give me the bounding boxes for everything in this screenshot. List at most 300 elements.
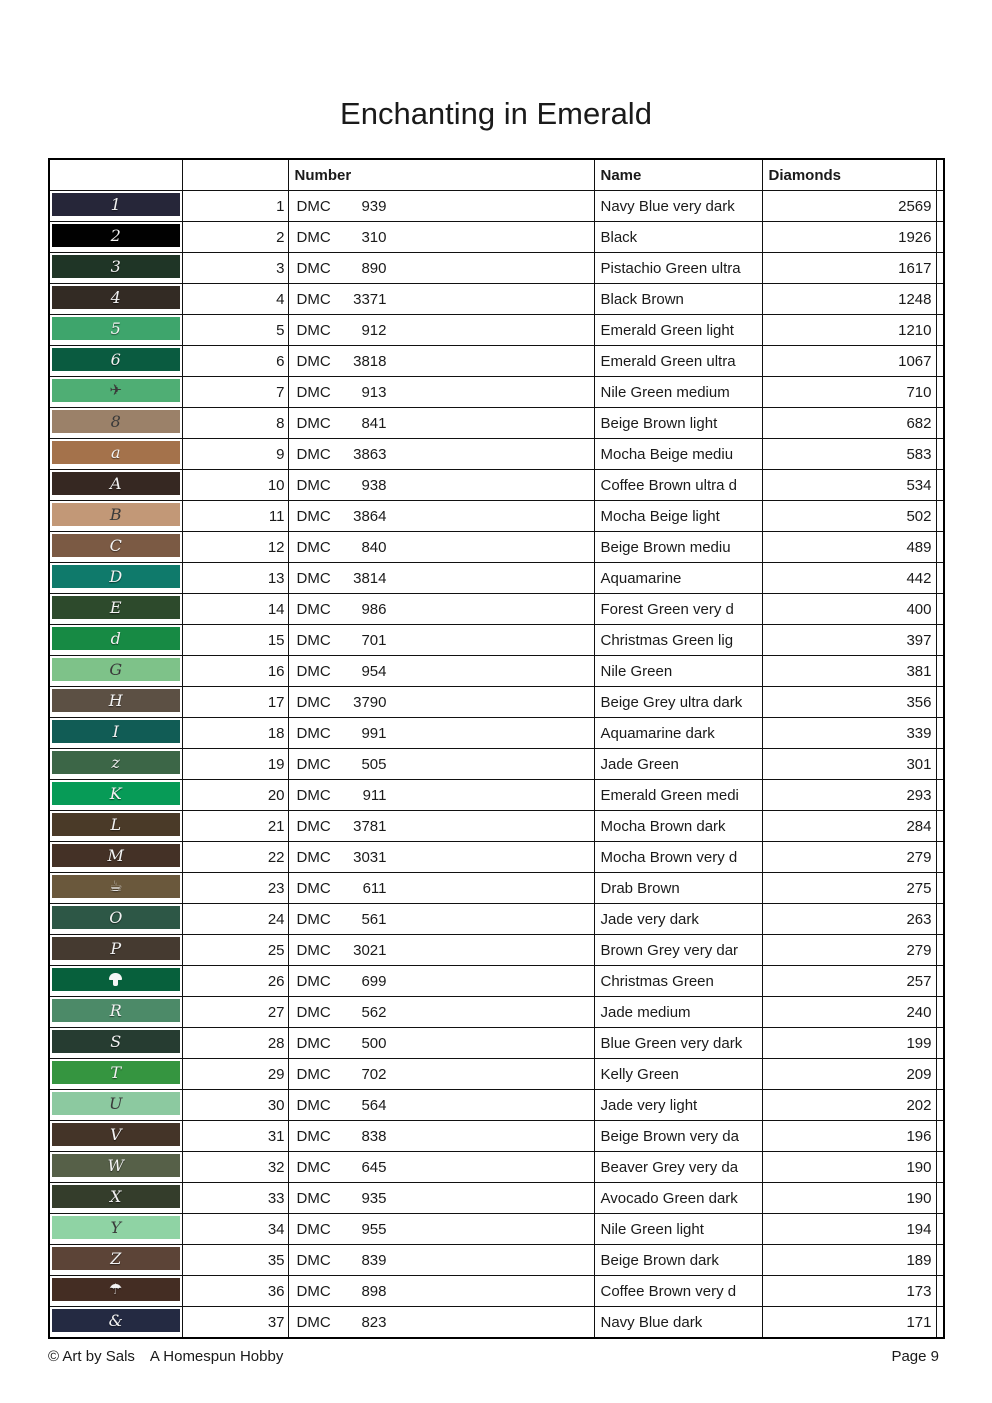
swatch-cell xyxy=(49,718,182,749)
row-index-cell: 13 xyxy=(182,563,288,594)
spacer-cell xyxy=(936,253,944,284)
spacer-cell xyxy=(936,1152,944,1183)
color-name-cell: Beige Brown very da xyxy=(594,1121,762,1152)
spacer-cell xyxy=(936,904,944,935)
color-swatch xyxy=(52,596,180,619)
color-swatch xyxy=(52,224,180,247)
symbol-glyph: V xyxy=(109,1124,122,1144)
color-name-cell: Aquamarine dark xyxy=(594,718,762,749)
dmc-code: 699 xyxy=(361,972,387,990)
swatch-cell xyxy=(49,625,182,656)
dmc-code: 3371 xyxy=(353,290,387,308)
table-row xyxy=(49,749,944,780)
spacer-cell xyxy=(936,656,944,687)
symbol-glyph: d xyxy=(110,628,121,648)
dmc-code: 938 xyxy=(361,476,387,494)
color-swatch xyxy=(52,317,180,340)
header-index xyxy=(182,159,288,191)
spacer-cell xyxy=(936,718,944,749)
table-row xyxy=(49,656,944,687)
diamond-count-cell: 263 xyxy=(762,904,936,935)
spacer-cell xyxy=(936,1121,944,1152)
symbol-glyph: U xyxy=(109,1093,123,1113)
color-name-cell: Forest Green very d xyxy=(594,594,762,625)
table-row xyxy=(49,346,944,377)
brand-label: DMC xyxy=(296,817,331,835)
dmc-code-cell xyxy=(288,1152,594,1183)
brand-label: DMC xyxy=(296,228,331,246)
dmc-code: 955 xyxy=(361,1220,387,1238)
swatch-cell xyxy=(49,1152,182,1183)
spacer-cell xyxy=(936,1028,944,1059)
brand-label: DMC xyxy=(296,538,331,556)
diamond-count-cell: 196 xyxy=(762,1121,936,1152)
diamond-count-cell: 194 xyxy=(762,1214,936,1245)
table-row xyxy=(49,873,944,904)
brand-label: DMC xyxy=(296,507,331,525)
color-name-cell: Mocha Beige light xyxy=(594,501,762,532)
coffee-cup-icon: ☕ xyxy=(109,877,123,895)
dmc-code: 823 xyxy=(361,1313,387,1331)
dmc-code-cell xyxy=(288,1121,594,1152)
swatch-cell xyxy=(49,656,182,687)
color-name-cell: Mocha Brown very d xyxy=(594,842,762,873)
dmc-code-cell xyxy=(288,377,594,408)
symbol-glyph: M xyxy=(107,845,124,865)
diamond-count-cell: 1617 xyxy=(762,253,936,284)
dmc-code-cell xyxy=(288,1059,594,1090)
dmc-code: 3864 xyxy=(353,507,387,525)
brand-label: DMC xyxy=(296,383,331,401)
diamond-count-cell: 2569 xyxy=(762,191,936,222)
color-swatch xyxy=(52,968,180,991)
symbol-glyph: 1 xyxy=(110,194,121,214)
diamond-count-cell: 199 xyxy=(762,1028,936,1059)
dmc-code: 505 xyxy=(361,755,387,773)
color-swatch xyxy=(52,410,180,433)
dmc-code: 986 xyxy=(361,600,387,618)
brand-label: DMC xyxy=(296,1096,331,1114)
dmc-code: 310 xyxy=(361,228,387,246)
symbol-glyph: 6 xyxy=(110,349,121,369)
color-swatch xyxy=(52,751,180,774)
row-index-cell: 5 xyxy=(182,315,288,346)
swatch-cell xyxy=(49,811,182,842)
row-index-cell: 8 xyxy=(182,408,288,439)
row-index-cell: 29 xyxy=(182,1059,288,1090)
spacer-cell xyxy=(936,315,944,346)
table-row xyxy=(49,1090,944,1121)
color-name-cell: Nile Green medium xyxy=(594,377,762,408)
table-row xyxy=(49,191,944,222)
dmc-code: 3031 xyxy=(353,848,387,866)
dmc-code-cell xyxy=(288,935,594,966)
swatch-cell xyxy=(49,1183,182,1214)
diamond-count-cell: 442 xyxy=(762,563,936,594)
diamond-count-cell: 257 xyxy=(762,966,936,997)
dmc-code-cell xyxy=(288,718,594,749)
dmc-code-cell xyxy=(288,191,594,222)
diamond-count-cell: 534 xyxy=(762,470,936,501)
color-swatch xyxy=(52,441,180,464)
spacer-cell xyxy=(936,594,944,625)
symbol-glyph: X xyxy=(110,1186,122,1206)
symbol-glyph: & xyxy=(108,1310,123,1330)
color-name-cell: Jade Green xyxy=(594,749,762,780)
color-name-cell: Aquamarine xyxy=(594,563,762,594)
table-row xyxy=(49,780,944,811)
brand-label: DMC xyxy=(296,1158,331,1176)
color-swatch xyxy=(52,1123,180,1146)
spacer-cell xyxy=(936,563,944,594)
table-row xyxy=(49,1121,944,1152)
table-row xyxy=(49,501,944,532)
brand-label: DMC xyxy=(296,1313,331,1331)
row-index-cell: 25 xyxy=(182,935,288,966)
table-row xyxy=(49,1214,944,1245)
swatch-cell xyxy=(49,904,182,935)
brand-text: A Homespun Hobby xyxy=(149,1348,284,1365)
spacer-cell xyxy=(936,1307,944,1339)
spacer-cell xyxy=(936,811,944,842)
table-row xyxy=(49,1245,944,1276)
brand-label: DMC xyxy=(296,1034,331,1052)
diamond-count-cell: 275 xyxy=(762,873,936,904)
dmc-code-cell xyxy=(288,501,594,532)
symbol-glyph: L xyxy=(110,814,122,834)
swatch-cell xyxy=(49,780,182,811)
table-row xyxy=(49,315,944,346)
symbol-glyph: Z xyxy=(110,1248,122,1268)
row-index-cell: 37 xyxy=(182,1307,288,1339)
color-swatch xyxy=(52,1092,180,1115)
brand-label: DMC xyxy=(296,445,331,463)
header-diamonds: Diamonds xyxy=(762,159,936,191)
color-swatch xyxy=(52,503,180,526)
row-index-cell: 21 xyxy=(182,811,288,842)
dmc-code: 838 xyxy=(361,1127,387,1145)
table-row xyxy=(49,718,944,749)
diamond-count-cell: 189 xyxy=(762,1245,936,1276)
dmc-code-cell xyxy=(288,594,594,625)
color-name-cell: Coffee Brown ultra d xyxy=(594,470,762,501)
diamond-count-cell: 284 xyxy=(762,811,936,842)
spacer-cell xyxy=(936,873,944,904)
spacer-cell xyxy=(936,1214,944,1245)
brand-label: DMC xyxy=(296,724,331,742)
dmc-code-cell xyxy=(288,222,594,253)
symbol-glyph: D xyxy=(109,566,123,586)
dmc-code-cell xyxy=(288,749,594,780)
dmc-code: 562 xyxy=(361,1003,387,1021)
dmc-code: 3863 xyxy=(353,445,387,463)
spacer-cell xyxy=(936,842,944,873)
swatch-cell xyxy=(49,470,182,501)
color-name-cell: Christmas Green xyxy=(594,966,762,997)
diamond-count-cell: 397 xyxy=(762,625,936,656)
row-index-cell: 14 xyxy=(182,594,288,625)
symbol-glyph: 4 xyxy=(110,287,121,307)
swatch-cell xyxy=(49,997,182,1028)
diamond-count-cell: 240 xyxy=(762,997,936,1028)
dmc-code: 500 xyxy=(361,1034,387,1052)
row-index-cell: 12 xyxy=(182,532,288,563)
brand-label: DMC xyxy=(296,569,331,587)
swatch-cell xyxy=(49,346,182,377)
dmc-code: 913 xyxy=(361,383,387,401)
table-row xyxy=(49,284,944,315)
row-index-cell: 34 xyxy=(182,1214,288,1245)
row-index-cell: 11 xyxy=(182,501,288,532)
row-index-cell: 33 xyxy=(182,1183,288,1214)
dmc-code-cell xyxy=(288,315,594,346)
swatch-cell xyxy=(49,966,182,997)
color-name-cell: Pistachio Green ultra xyxy=(594,253,762,284)
color-name-cell: Brown Grey very dar xyxy=(594,935,762,966)
color-swatch xyxy=(52,906,180,929)
header-symbol xyxy=(49,159,182,191)
brand-label: DMC xyxy=(296,631,331,649)
swatch-cell xyxy=(49,873,182,904)
symbol-glyph: G xyxy=(109,659,123,679)
header-number: Number xyxy=(288,159,594,191)
mushroom-icon xyxy=(109,973,122,986)
row-index-cell: 10 xyxy=(182,470,288,501)
diamond-count-cell: 502 xyxy=(762,501,936,532)
dmc-code: 611 xyxy=(362,879,387,897)
diamond-count-cell: 173 xyxy=(762,1276,936,1307)
symbol-glyph: W xyxy=(107,1155,124,1175)
color-swatch xyxy=(52,1030,180,1053)
symbol-glyph: a xyxy=(110,442,121,462)
diamond-count-cell: 1210 xyxy=(762,315,936,346)
spacer-cell xyxy=(936,687,944,718)
table-row xyxy=(49,594,944,625)
table-row xyxy=(49,811,944,842)
dmc-code-cell xyxy=(288,966,594,997)
swatch-cell xyxy=(49,749,182,780)
symbol-glyph: z xyxy=(111,752,120,772)
symbol-glyph: T xyxy=(110,1062,122,1082)
table-row xyxy=(49,1152,944,1183)
brand-label: DMC xyxy=(296,972,331,990)
table-row xyxy=(49,935,944,966)
color-swatch xyxy=(52,844,180,867)
row-index-cell: 22 xyxy=(182,842,288,873)
color-swatch xyxy=(52,1154,180,1177)
swatch-cell xyxy=(49,222,182,253)
color-swatch xyxy=(52,999,180,1022)
symbol-glyph: C xyxy=(109,535,122,555)
table-row xyxy=(49,532,944,563)
dmc-code-cell xyxy=(288,1307,594,1339)
color-name-cell: Nile Green light xyxy=(594,1214,762,1245)
table-row xyxy=(49,470,944,501)
brand-label: DMC xyxy=(296,755,331,773)
dmc-code: 3781 xyxy=(353,817,387,835)
brand-label: DMC xyxy=(296,321,331,339)
swatch-cell xyxy=(49,687,182,718)
dmc-code: 701 xyxy=(361,631,387,649)
symbol-glyph: H xyxy=(108,690,123,710)
diamond-count-cell: 682 xyxy=(762,408,936,439)
color-name-cell: Navy Blue very dark xyxy=(594,191,762,222)
color-name-cell: Black Brown xyxy=(594,284,762,315)
brand-label: DMC xyxy=(296,1220,331,1238)
brand-label: DMC xyxy=(296,879,331,897)
brand-label: DMC xyxy=(296,910,331,928)
table-row xyxy=(49,1307,944,1339)
row-index-cell: 7 xyxy=(182,377,288,408)
diamond-count-cell: 301 xyxy=(762,749,936,780)
color-swatch xyxy=(52,255,180,278)
row-index-cell: 1 xyxy=(182,191,288,222)
spacer-cell xyxy=(936,1090,944,1121)
color-swatch xyxy=(52,534,180,557)
brand-label: DMC xyxy=(296,662,331,680)
symbol-glyph: P xyxy=(110,938,122,958)
swatch-cell xyxy=(49,1059,182,1090)
spacer-cell xyxy=(936,966,944,997)
brand-label: DMC xyxy=(296,259,331,277)
color-swatch xyxy=(52,782,180,805)
spacer-cell xyxy=(936,222,944,253)
dmc-code: 645 xyxy=(361,1158,387,1176)
dmc-code-cell xyxy=(288,284,594,315)
dmc-code: 3021 xyxy=(353,941,387,959)
row-index-cell: 32 xyxy=(182,1152,288,1183)
table-row xyxy=(49,904,944,935)
diamond-count-cell: 583 xyxy=(762,439,936,470)
dmc-code-cell xyxy=(288,253,594,284)
color-name-cell: Beige Brown dark xyxy=(594,1245,762,1276)
color-swatch xyxy=(52,286,180,309)
symbol-glyph: 8 xyxy=(110,411,121,431)
swatch-cell xyxy=(49,377,182,408)
brand-label: DMC xyxy=(296,1065,331,1083)
table-header xyxy=(49,159,944,191)
swatch-cell xyxy=(49,1090,182,1121)
row-index-cell: 26 xyxy=(182,966,288,997)
spacer-cell xyxy=(936,1276,944,1307)
dmc-code-cell xyxy=(288,904,594,935)
diamond-count-cell: 400 xyxy=(762,594,936,625)
spacer-cell xyxy=(936,377,944,408)
symbol-glyph: 3 xyxy=(110,256,121,276)
color-name-cell: Avocado Green dark xyxy=(594,1183,762,1214)
row-index-cell: 23 xyxy=(182,873,288,904)
dmc-code-cell xyxy=(288,625,594,656)
dmc-code: 840 xyxy=(361,538,387,556)
table-row xyxy=(49,253,944,284)
color-legend-table xyxy=(48,158,945,1339)
table-row xyxy=(49,408,944,439)
table-row xyxy=(49,1059,944,1090)
diamond-count-cell: 1067 xyxy=(762,346,936,377)
color-swatch xyxy=(52,1185,180,1208)
dmc-code: 912 xyxy=(361,321,387,339)
dmc-code-cell xyxy=(288,408,594,439)
color-swatch xyxy=(52,193,180,216)
diamond-count-cell: 190 xyxy=(762,1152,936,1183)
dmc-code-cell xyxy=(288,811,594,842)
swatch-cell xyxy=(49,1121,182,1152)
row-index-cell: 24 xyxy=(182,904,288,935)
dmc-code-cell xyxy=(288,1276,594,1307)
dmc-code: 991 xyxy=(361,724,387,742)
symbol-glyph: A xyxy=(109,473,122,493)
row-index-cell: 35 xyxy=(182,1245,288,1276)
row-index-cell: 17 xyxy=(182,687,288,718)
dmc-code: 3818 xyxy=(353,352,387,370)
color-name-cell: Beaver Grey very da xyxy=(594,1152,762,1183)
dmc-code-cell xyxy=(288,687,594,718)
color-swatch xyxy=(52,937,180,960)
color-swatch xyxy=(52,348,180,371)
dmc-code-cell xyxy=(288,780,594,811)
row-index-cell: 9 xyxy=(182,439,288,470)
swatch-cell xyxy=(49,1245,182,1276)
dmc-code: 839 xyxy=(361,1251,387,1269)
color-name-cell: Black xyxy=(594,222,762,253)
symbol-glyph: 5 xyxy=(110,318,121,338)
spacer-cell xyxy=(936,408,944,439)
umbrella-icon: ☂ xyxy=(109,1280,123,1298)
table-row xyxy=(49,1183,944,1214)
color-name-cell: Navy Blue dark xyxy=(594,1307,762,1339)
diamond-count-cell: 489 xyxy=(762,532,936,563)
brand-label: DMC xyxy=(296,290,331,308)
dmc-code: 702 xyxy=(361,1065,387,1083)
brand-label: DMC xyxy=(296,352,331,370)
spacer-cell xyxy=(936,284,944,315)
color-name-cell: Mocha Brown dark xyxy=(594,811,762,842)
brand-label: DMC xyxy=(296,1127,331,1145)
color-name-cell: Nile Green xyxy=(594,656,762,687)
color-name-cell: Jade medium xyxy=(594,997,762,1028)
swatch-cell xyxy=(49,1214,182,1245)
brand-label: DMC xyxy=(296,476,331,494)
row-index-cell: 20 xyxy=(182,780,288,811)
spacer-cell xyxy=(936,532,944,563)
spacer-cell xyxy=(936,439,944,470)
symbol-glyph: S xyxy=(110,1031,122,1051)
color-swatch xyxy=(52,689,180,712)
color-name-cell: Blue Green very dark xyxy=(594,1028,762,1059)
color-swatch xyxy=(52,1247,180,1270)
diamond-count-cell: 190 xyxy=(762,1183,936,1214)
dmc-code-cell xyxy=(288,656,594,687)
symbol-glyph: I xyxy=(112,721,119,741)
page-number: Page 9 xyxy=(891,1348,939,1365)
color-name-cell: Coffee Brown very d xyxy=(594,1276,762,1307)
diamond-count-cell: 1926 xyxy=(762,222,936,253)
table-row xyxy=(49,1276,944,1307)
spacer-cell xyxy=(936,346,944,377)
spacer-cell xyxy=(936,1183,944,1214)
color-swatch xyxy=(52,1309,180,1332)
diamond-count-cell: 171 xyxy=(762,1307,936,1339)
brand-label: DMC xyxy=(296,693,331,711)
dmc-code: 564 xyxy=(361,1096,387,1114)
dmc-code: 939 xyxy=(361,197,387,215)
dmc-code-cell xyxy=(288,1028,594,1059)
symbol-glyph: O xyxy=(109,907,123,927)
brand-label: DMC xyxy=(296,600,331,618)
color-name-cell: Beige Grey ultra dark xyxy=(594,687,762,718)
symbol-glyph: R xyxy=(109,1000,122,1020)
color-swatch xyxy=(52,720,180,743)
